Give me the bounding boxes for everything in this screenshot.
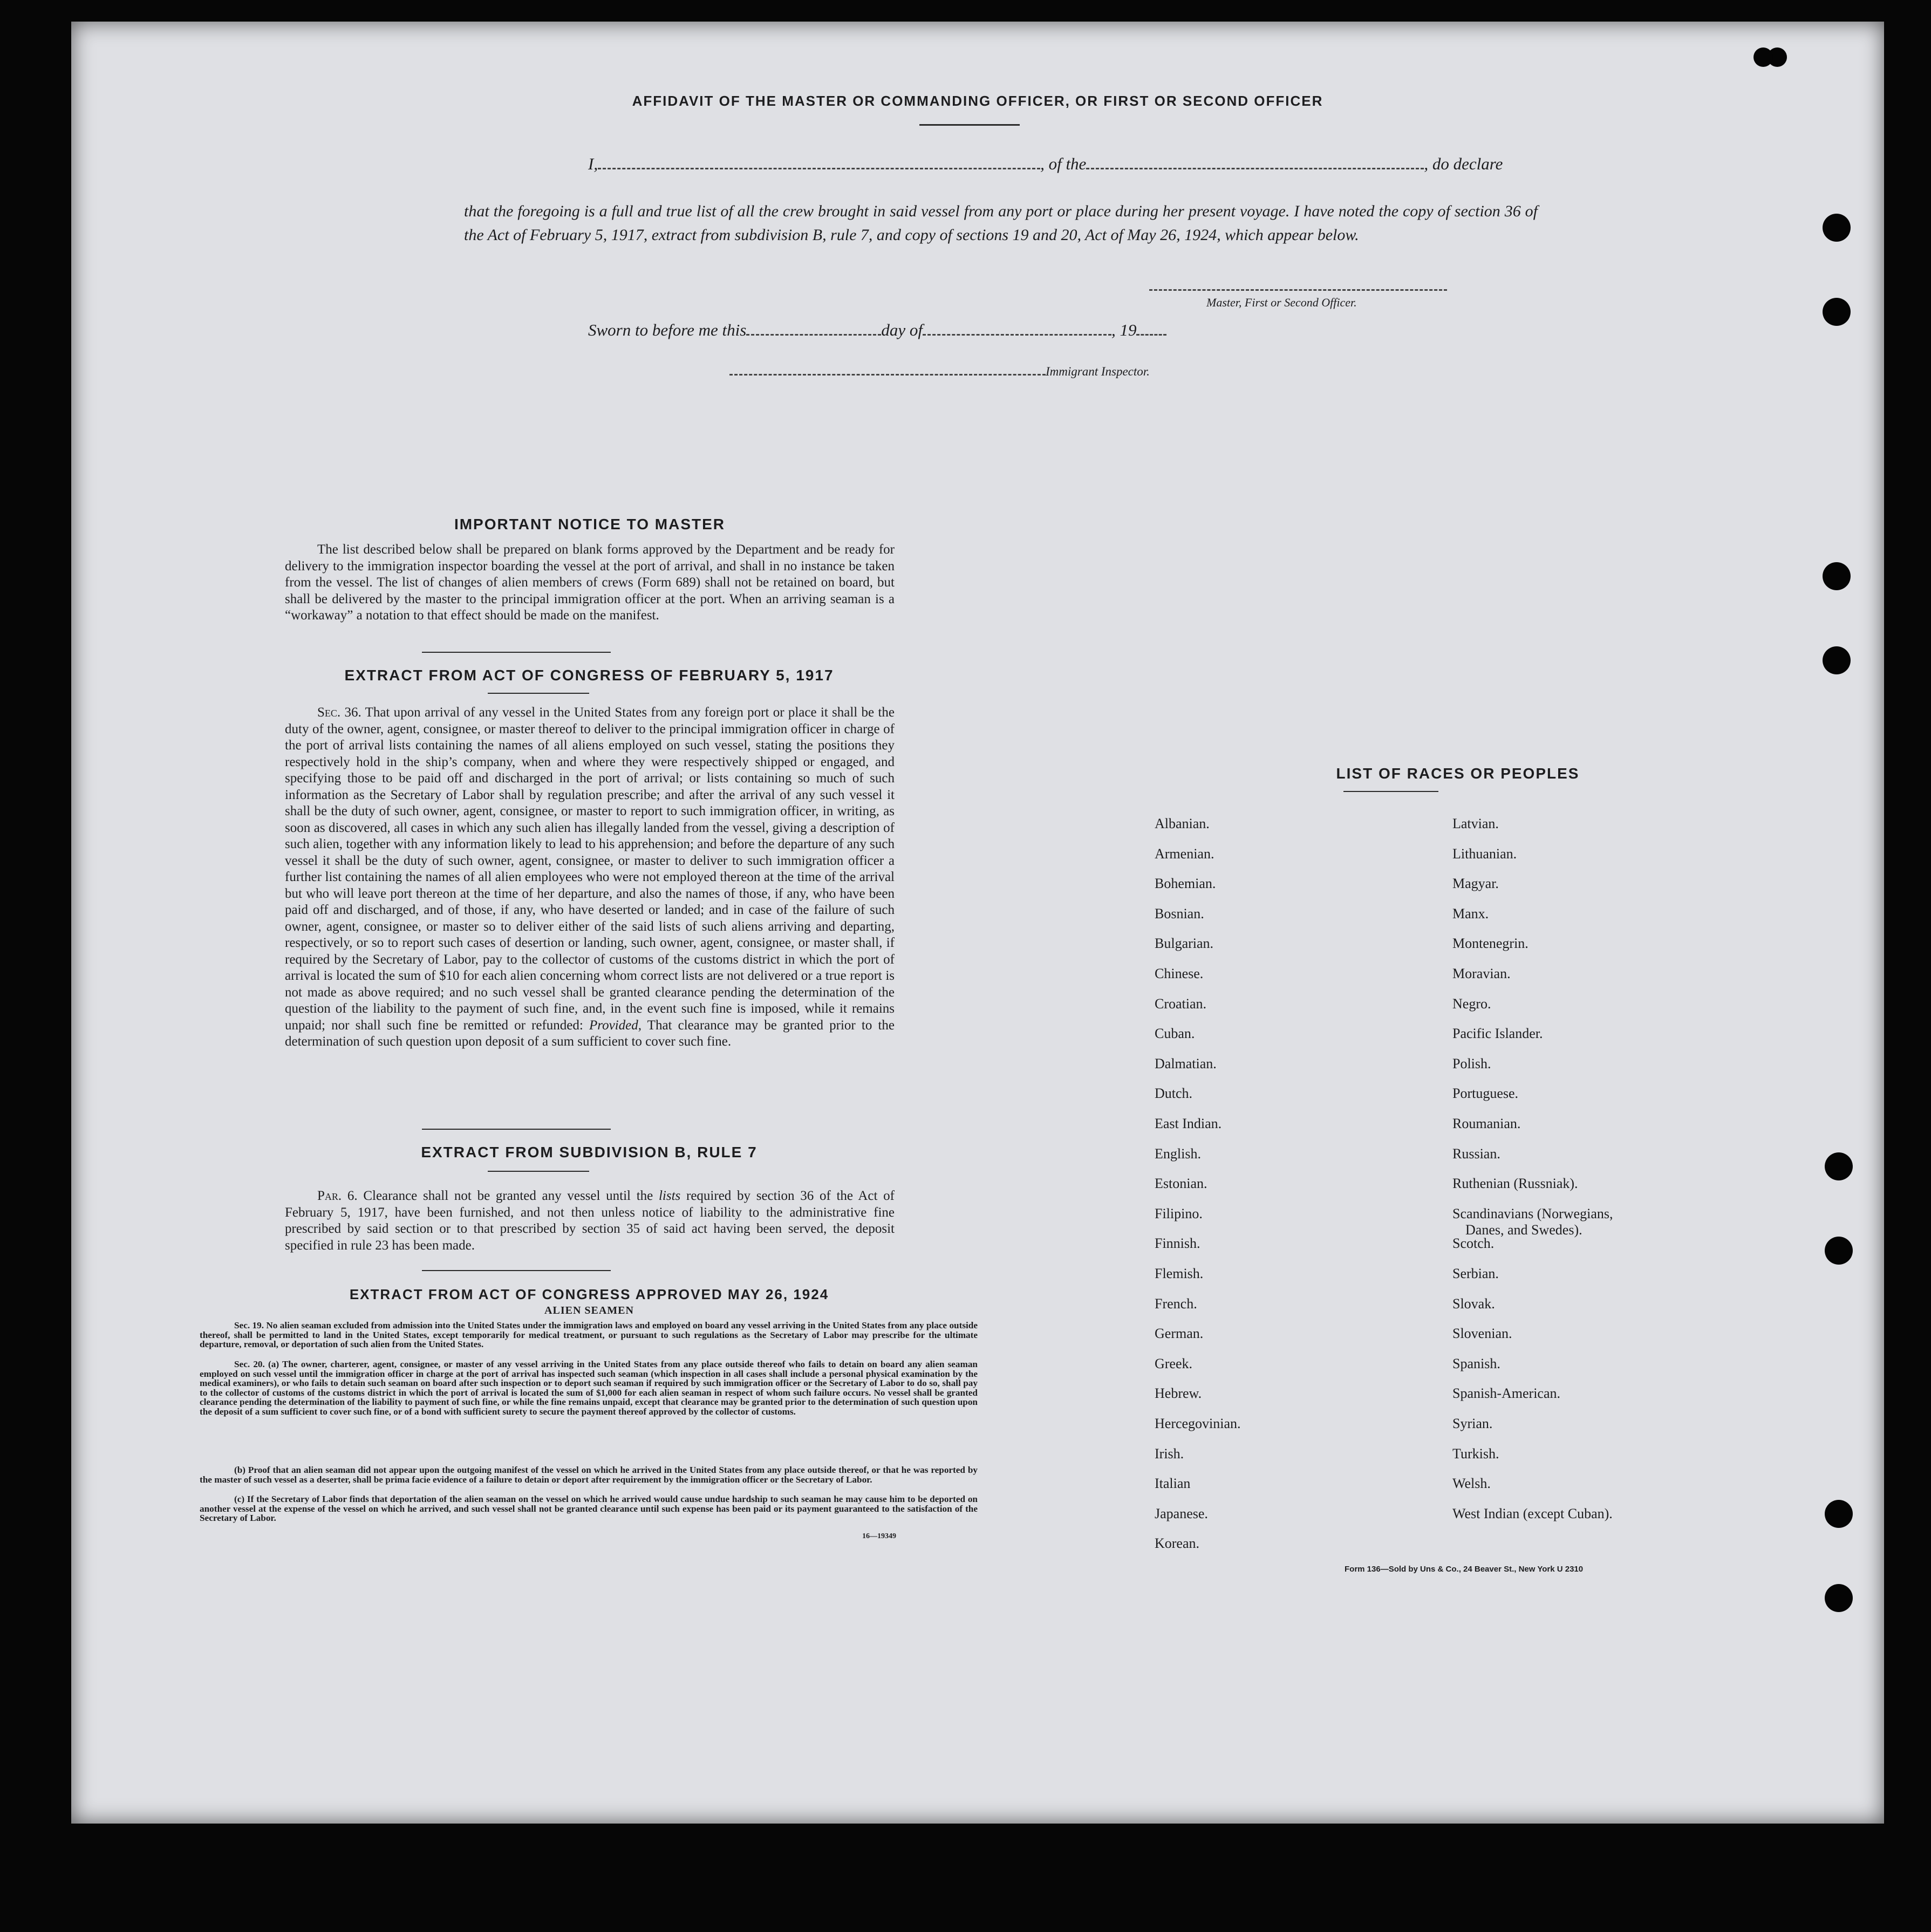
title-rule	[488, 1171, 589, 1172]
act-1924-title: EXTRACT FROM ACT OF CONGRESS APPROVED MAY 26, 1924	[349, 1286, 829, 1302]
par-6-text-b: required by section 36 of the Act of February 5, 1917, have been furnished, and not then unless notice of liability to the administrative fine prescribed by said section or to that prescribed by section 35 of said act having been served, the deposit specified in rule 23 has been made.	[285, 1189, 895, 1253]
race-item: West Indian (except Cuban).	[1452, 1505, 1613, 1521]
race-item: Bohemian.	[1155, 876, 1216, 892]
race-item: Lithuanian.	[1452, 845, 1517, 862]
affidavit-body: that the foregoing is a full and true list of all the crew brought in said vessel from any port or place during her present voyage. I have noted the copy of section 36 of the Act of February 5, 1917, extract from subdivision B, rule 7, and copy of sections 19 and 20, Act of May 26, 1924, which appear below.	[464, 202, 1538, 244]
race-item: Japanese.	[1155, 1505, 1208, 1521]
par-6-lists: lists	[658, 1189, 681, 1203]
race-item: Manx.	[1452, 905, 1489, 921]
race-item: Roumanian.	[1452, 1116, 1521, 1131]
sec-19-text: Sec. 19. No alien seaman excluded from admission into the United States under the immigration laws and employed on board any vessel arriving in the United States from any place outside thereof, shall be permitted to land in the United States, except temporarily for medical treatment, or pursuant to such regulations as the Secretary of Labor may prescribe for the ultimate departure, removal, or deportation of such alien from the United States.	[200, 1320, 978, 1350]
affidavit-declare-label: , do declare	[1424, 154, 1503, 173]
race-item: Syrian.	[1452, 1416, 1493, 1431]
section-rule	[422, 1129, 611, 1130]
rule-7-body	[285, 1188, 895, 1254]
notice-title: IMPORTANT NOTICE TO MASTER	[454, 516, 726, 533]
sworn-year-label: , 19	[1111, 320, 1137, 339]
race-item: Hebrew.	[1155, 1385, 1202, 1402]
punch-hole	[1825, 1500, 1853, 1528]
race-item: Bulgarian.	[1155, 936, 1214, 952]
form-footer: Form 136—Sold by Uns & Co., 24 Beaver St., New York U 2310	[1345, 1565, 1584, 1574]
proviso-text: That clearance may be granted prior to the determination of such question upon deposit of a sum sufficient to cover such fine.	[285, 1018, 895, 1049]
race-item: Flemish.	[1155, 1266, 1204, 1281]
race-item: Danes, and Swedes).	[1465, 1221, 1582, 1238]
sec-20b-text: (b) Proof that an alien seaman did not appear upon the outgoing manifest of the vessel on which he arrived in the United States from any place outside thereof, or that he was reported by the master of such vessel as a deserter, shall be prima facie evidence of a failure to detain or deport after requirement by the immigration officer or the Secretary of Labor.	[200, 1465, 978, 1485]
punch-hole	[1825, 1584, 1853, 1612]
punch-hole	[1823, 562, 1851, 590]
notice-body: The list described below shall be prepared on blank forms approved by the Department and be ready for delivery to the immigration inspector boarding the vessel at the port of arrival, and shall in no instance be taken from the vessel. The list of changes of alien members of crews (Form 689) shall not be retained on board, but shall be delivered by the master to the principal immigration officer at the port. When an arriving seaman is a “workaway” a notation to that effect should be made on the manifest.	[285, 542, 895, 623]
inspector-line	[729, 365, 1150, 379]
alien-seamen-subtitle: ALIEN SEAMEN	[544, 1305, 634, 1316]
race-item: Spanish-American.	[1452, 1385, 1561, 1402]
master-caption: Master, First or Second Officer.	[1206, 296, 1357, 309]
race-item: Slovak.	[1452, 1295, 1495, 1312]
race-item: Dutch.	[1155, 1086, 1193, 1102]
sec-20c-text: (c) If the Secretary of Labor finds that deportation of the alien seaman on the vessel on which he arrived would cause undue hardship to such seaman he may cause him to be deported on another vessel at the expense of the vessel on which he arrived, and such vessel shall not be granted clearance until such expense has been paid or its payment guaranteed to the satisfaction of the Secretary of Labor.	[200, 1494, 978, 1524]
sworn-prefix: Sworn to before me this	[588, 320, 747, 339]
race-item: Dalmatian.	[1155, 1055, 1217, 1071]
race-item: East Indian.	[1155, 1116, 1222, 1131]
race-item: Latvian.	[1452, 816, 1499, 831]
section-rule	[422, 1270, 611, 1271]
sworn-line	[588, 320, 1166, 340]
punch-hole	[1825, 1237, 1853, 1265]
title-rule	[919, 124, 1020, 126]
title-rule	[488, 693, 589, 694]
race-item: Italian	[1155, 1476, 1191, 1492]
race-item: Portuguese.	[1452, 1086, 1519, 1102]
race-item: German.	[1155, 1326, 1204, 1342]
race-item: Pacific Islander.	[1452, 1026, 1543, 1042]
master-signature-blank	[1149, 278, 1447, 291]
vessel-blank	[1086, 157, 1424, 169]
race-item: Serbian.	[1452, 1266, 1499, 1281]
sec-36-label: Sec. 36.	[317, 705, 361, 720]
punch-hole	[1823, 298, 1851, 326]
race-item: Turkish.	[1452, 1445, 1499, 1462]
race-item: Russian.	[1452, 1145, 1500, 1162]
races-title: LIST OF RACES OR PEOPLES	[1336, 765, 1580, 782]
affidavit-line-1	[588, 154, 1548, 174]
sworn-day-label: day of	[881, 320, 923, 339]
punch-hole	[1825, 1152, 1853, 1180]
race-item: Welsh.	[1452, 1476, 1491, 1492]
section-rule	[422, 652, 611, 653]
proviso-label: Provided,	[589, 1018, 642, 1033]
race-item: Bosnian.	[1155, 905, 1204, 921]
race-item: Scandinavians (Norwegians,	[1452, 1205, 1613, 1221]
extract-1917-body	[285, 705, 895, 1050]
race-item: Filipino.	[1155, 1205, 1203, 1221]
punch-hole	[1823, 646, 1851, 674]
title-rule	[1343, 791, 1438, 792]
race-item: Scotch.	[1452, 1235, 1495, 1252]
punch-hole	[1753, 47, 1773, 67]
par-6-text-a: Clearance shall not be granted any vessel until the	[363, 1189, 653, 1203]
race-item: English.	[1155, 1145, 1201, 1162]
race-item: Armenian.	[1155, 845, 1214, 862]
race-item: Slovenian.	[1452, 1326, 1512, 1342]
race-item: Polish.	[1452, 1055, 1491, 1071]
race-item: Estonian.	[1155, 1176, 1207, 1192]
race-item: Korean.	[1155, 1535, 1200, 1552]
punch-hole	[1823, 214, 1851, 242]
name-blank	[598, 157, 1040, 169]
month-blank	[923, 323, 1111, 336]
race-item: Irish.	[1155, 1445, 1184, 1462]
par-6-label: Par. 6.	[317, 1189, 358, 1203]
document-page	[71, 22, 1884, 1824]
race-item: Moravian.	[1452, 966, 1511, 981]
year-blank	[1136, 323, 1166, 336]
inspector-signature-blank	[729, 366, 1046, 376]
affidavit-title: AFFIDAVIT OF THE MASTER OR COMMANDING OFFICER, OR FIRST OR SECOND OFFICER	[632, 93, 1323, 109]
race-item: Greek.	[1155, 1355, 1193, 1371]
race-item: French.	[1155, 1295, 1197, 1312]
race-item: Ruthenian (Russniak).	[1452, 1176, 1578, 1192]
race-item: Negro.	[1452, 995, 1491, 1012]
sec-20a-text: Sec. 20. (a) The owner, charterer, agent, consignee, or master of any vessel arriving in the United States from any place outside thereof who fails to detain on board any alien seaman employed on such vessel until the immigration officer in charge at the port of arrival has inspected such seaman (which inspection in all cases shall include a personal physical examination by the medical examiners), or who fails to detain such seaman on board after such inspection or to deport such seaman if required by such immigration officer or the Secretary of Labor to do so, shall pay to the collector of customs of the customs district in which the port of arrival is located the sum of $1,000 for each alien seaman in respect of whom such failure occurs. No vessel shall be granted clearance pending the determination of the liability to payment of such fine, or while the fine remains unpaid, except that clearance may be granted prior to the determination of such question upon the deposit of a sum sufficient to cover such fine, or of a bond with sufficient surety to secure the payment thereof approved by the collector of customs.	[200, 1359, 978, 1417]
race-item: Finnish.	[1155, 1235, 1200, 1252]
inspector-caption: Immigrant Inspector.	[1046, 365, 1150, 378]
race-item: Montenegrin.	[1452, 936, 1529, 952]
day-blank	[746, 323, 881, 336]
affidavit-of-the-label: , of the	[1040, 154, 1087, 173]
race-item: Hercegovinian.	[1155, 1416, 1241, 1431]
print-number: 16—19349	[862, 1532, 896, 1540]
rule-7-title: EXTRACT FROM SUBDIVISION B, RULE 7	[421, 1144, 758, 1160]
extract-1917-title: EXTRACT FROM ACT OF CONGRESS OF FEBRUARY 5, 1917	[344, 667, 834, 684]
race-item: Chinese.	[1155, 966, 1204, 981]
race-item: Croatian.	[1155, 995, 1207, 1012]
race-item: Albanian.	[1155, 816, 1210, 831]
race-item: Spanish.	[1452, 1355, 1500, 1371]
sec-36-text: That upon arrival of any vessel in the United States from any foreign port or place it shall be the duty of the owner, agent, consignee, or master thereof to deliver to the principal immigration officer in charge of the port of arrival lists containing the names of all aliens employed on such vessel, stating the positions they respectively hold in the ship’s company, when and where they were respectively shipped or engaged, and specifying those to be paid off and discharged in the port of arrival; or lists containing so much of such information as the Secretary of Labor shall by regulation prescribe; and after the arrival of any such vessel it shall be the duty of such owner, agent, consignee, or master to report to such immigration officer, in writing, as soon as discovered, all cases in which any such alien has illegally landed from the vessel, giving a description of such alien, together with any information likely to lead to his apprehension; and before the departure of any such vessel it shall be the duty of such owner, agent, consignee, or master to deliver to such immigration officer a further list containing the names of all alien employees who were not employed thereon at the time of the arrival but who will leave port thereon at the time of her departure, and also the names of those, if any, who have been paid off and discharged, and of those, if any, who have deserted or landed; and in case of the failure of such owner, agent, consignee, or master so to deliver either of the said lists of such aliens arriving and departing, respectively, or so to report such cases of desertion or landing, such owner, agent, consignee, or master shall, if required by the Secretary of Labor, pay to the collector of customs of the customs district in which the port of arrival is located the sum of $10 for each alien concerning whom correct lists are not delivered or a true report is not made as above required; and no such vessel shall be granted clearance pending the determination of the question of the liability to the payment of such fine, and, in the event such fine is imposed, while it remains unpaid; nor shall such fine be remitted or refunded:	[285, 705, 895, 1033]
race-item: Cuban.	[1155, 1026, 1195, 1042]
race-item: Magyar.	[1452, 876, 1499, 892]
affidavit-i-label: I,	[588, 154, 598, 173]
